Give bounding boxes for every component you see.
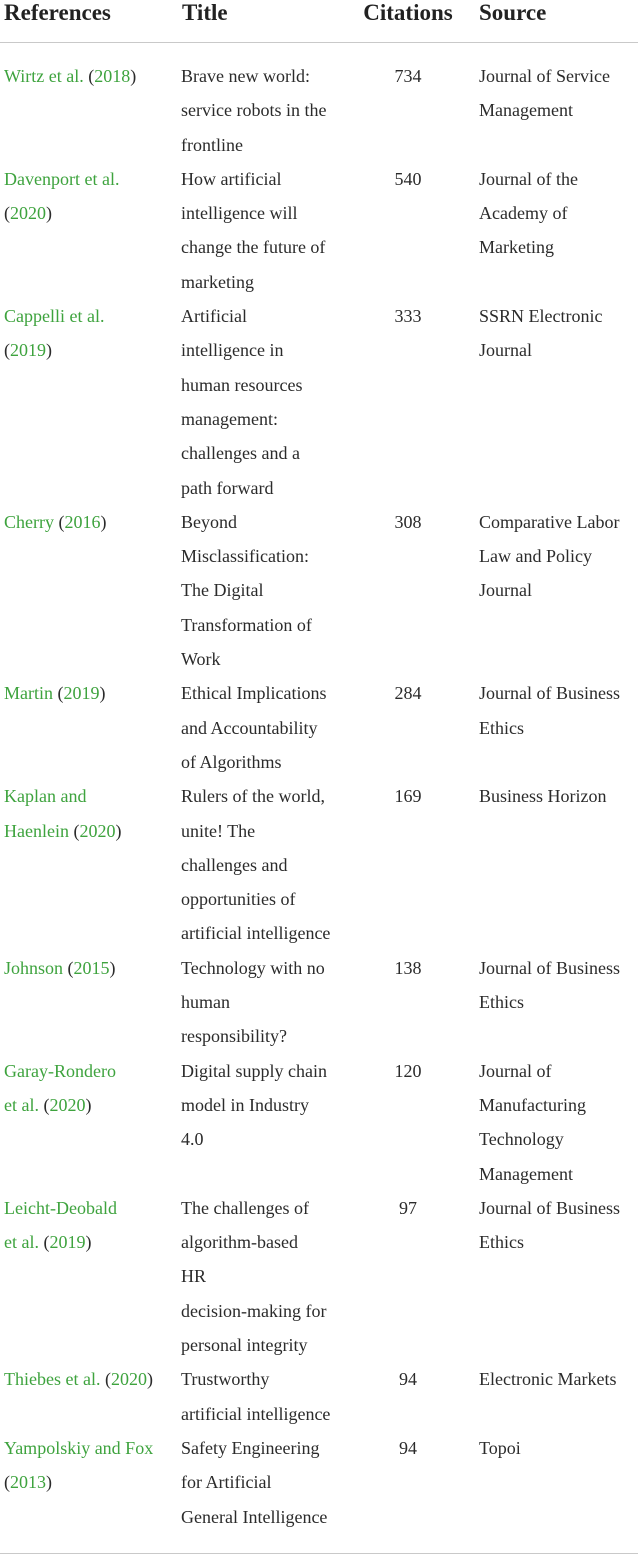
reference-cell	[4, 59, 174, 93]
reference-author-link[interactable]: Martin	[4, 683, 53, 704]
title-line: How artificial	[181, 168, 282, 189]
title-line: Trustworthy	[181, 1369, 270, 1390]
title-line: HR	[181, 1266, 207, 1287]
reference-punct: (	[63, 957, 74, 978]
source-cell	[479, 1054, 637, 1191]
reference-cell	[4, 951, 174, 985]
reference-cell	[4, 676, 174, 710]
source-cell	[479, 299, 637, 368]
reference-author-link[interactable]: Kaplan and	[4, 786, 87, 807]
citations-cell: 284	[394, 683, 422, 704]
reference-punct: (	[100, 1369, 111, 1390]
reference-author-link[interactable]: Johnson	[4, 957, 64, 978]
reference-cell	[4, 299, 174, 368]
citations-cell: 138	[394, 957, 422, 978]
title-line: challenges and	[181, 854, 288, 875]
reference-punct: (	[38, 1232, 50, 1253]
source-cell	[479, 1431, 637, 1465]
title-line: Misclassification:	[181, 546, 309, 567]
reference-year-link[interactable]: 2016	[64, 511, 101, 532]
source-line: Journal of Business	[479, 957, 620, 978]
reference-line	[4, 1088, 174, 1122]
reference-line	[4, 162, 174, 196]
reference-author-link[interactable]: Davenport et al.	[4, 168, 120, 189]
reference-punct: )	[99, 683, 106, 704]
table-row	[0, 779, 638, 951]
reference-line	[4, 333, 174, 367]
reference-punct: )	[146, 1369, 153, 1390]
header-rule	[0, 42, 638, 43]
reference-line	[4, 1225, 174, 1259]
title-line: artificial intelligence	[181, 1403, 331, 1424]
reference-punct: )	[46, 340, 52, 361]
source-cell	[479, 779, 637, 813]
title-line: Ethical Implications	[181, 683, 327, 704]
title-line: opportunities of	[181, 889, 296, 910]
source-line: Comparative Labor	[479, 511, 620, 532]
citations-cell: 333	[394, 306, 422, 327]
reference-cell	[4, 505, 174, 539]
reference-author-link[interactable]: Thiebes et al.	[4, 1369, 101, 1390]
citations-cell: 120	[394, 1060, 422, 1081]
table-row	[0, 162, 638, 299]
title-cell	[181, 1431, 346, 1534]
source-line: Business Horizon	[479, 786, 607, 807]
citations-cell: 540	[394, 168, 422, 189]
title-line: intelligence in	[181, 340, 284, 361]
reference-line	[4, 1054, 174, 1088]
title-line: of Algorithms	[181, 751, 282, 772]
bottom-rule	[0, 1553, 638, 1554]
title-line: Artificial	[181, 306, 247, 327]
reference-year-link[interactable]: 2019	[10, 340, 46, 361]
title-line: Brave new world:	[181, 66, 310, 86]
header-title: Title	[182, 0, 228, 25]
reference-punct: )	[115, 820, 122, 841]
reference-line	[4, 505, 174, 539]
title-line: algorithm-based	[181, 1232, 298, 1253]
title-line: marketing	[181, 271, 254, 292]
source-cell	[479, 1191, 637, 1260]
citations-cell: 169	[394, 786, 422, 807]
table-row	[0, 1431, 638, 1534]
title-line: Transformation of	[181, 614, 312, 635]
reference-punct: (	[53, 683, 64, 704]
citations-cell: 308	[394, 511, 422, 532]
source-line: Academy of	[479, 203, 568, 224]
reference-line	[4, 1431, 174, 1465]
table-row	[0, 1054, 638, 1191]
table-header	[0, 0, 638, 42]
reference-year-link[interactable]: 2020	[79, 820, 116, 841]
source-cell	[479, 951, 637, 1020]
source-line: Journal	[479, 580, 532, 601]
header-source: Source	[479, 0, 547, 25]
title-line: path forward	[181, 477, 274, 498]
title-line: intelligence will	[181, 203, 298, 224]
reference-year-link[interactable]: 2018	[94, 66, 131, 86]
reference-cell	[4, 1362, 174, 1396]
title-line: General Intelligence	[181, 1506, 328, 1527]
citations-cell: 97	[399, 1197, 417, 1218]
title-cell	[181, 59, 346, 162]
title-line: human resources	[181, 374, 303, 395]
source-line: Electronic Markets	[479, 1369, 617, 1390]
reference-line	[4, 1465, 174, 1499]
title-line: frontline	[181, 134, 243, 155]
reference-line	[4, 1191, 174, 1225]
title-cell	[181, 1054, 346, 1157]
reference-author-link[interactable]: Leicht-Deobald	[4, 1197, 117, 1218]
title-line: The Digital	[181, 580, 264, 601]
title-line: for Artificial	[181, 1472, 272, 1493]
reference-punct: (	[4, 1472, 10, 1493]
reference-punct: (	[68, 820, 80, 841]
source-cell	[479, 505, 637, 608]
title-line: model in Industry	[181, 1094, 309, 1115]
source-line: Manufacturing	[479, 1094, 586, 1115]
title-line: Digital supply chain	[181, 1060, 327, 1081]
source-line: Management	[479, 100, 573, 121]
reference-punct: (	[4, 203, 10, 224]
reference-author-link[interactable]: Yampolskiy and Fox	[4, 1438, 154, 1458]
table-row	[0, 676, 638, 779]
title-line: service robots in the	[181, 100, 327, 121]
reference-line	[4, 951, 174, 985]
title-line: Safety Engineering	[181, 1438, 320, 1458]
reference-author-link[interactable]: et al.	[4, 1232, 39, 1253]
reference-line	[4, 676, 174, 710]
table-row	[0, 951, 638, 1054]
source-line: Journal	[479, 340, 532, 361]
title-cell	[181, 779, 346, 950]
title-cell	[181, 162, 346, 299]
reference-year-link[interactable]: 2019	[49, 1232, 86, 1253]
table-row	[0, 1191, 638, 1363]
title-cell	[181, 676, 346, 779]
reference-punct: (	[83, 66, 95, 86]
title-cell	[181, 505, 346, 676]
source-line: Marketing	[479, 237, 554, 258]
reference-year-link[interactable]: 2019	[63, 683, 100, 704]
title-line: human	[181, 992, 230, 1013]
reference-cell	[4, 1431, 174, 1500]
title-line: management:	[181, 408, 278, 429]
title-cell	[181, 299, 346, 505]
source-line: Journal of the	[479, 168, 578, 189]
reference-punct: (	[38, 1094, 50, 1115]
reference-punct: (	[53, 511, 65, 532]
title-line: artificial intelligence	[181, 923, 331, 944]
source-line: Management	[479, 1163, 573, 1184]
source-line: Journal of Service	[479, 66, 610, 86]
title-cell	[181, 1191, 346, 1362]
reference-year-link[interactable]: 2020	[10, 203, 46, 224]
title-line: Work	[181, 649, 221, 670]
source-line: Law and Policy	[479, 546, 592, 567]
citations-cell: 734	[394, 66, 422, 86]
reference-author-link[interactable]: Cappelli et al.	[4, 306, 105, 327]
reference-author-link[interactable]: Garay-Rondero	[4, 1060, 116, 1081]
reference-author-link[interactable]: Wirtz et al.	[4, 66, 84, 86]
title-cell	[181, 951, 346, 1054]
reference-author-link[interactable]: Haenlein	[4, 820, 69, 841]
reference-punct: )	[130, 66, 137, 86]
source-line: Ethics	[479, 992, 524, 1013]
title-line: responsibility?	[181, 1026, 287, 1047]
reference-punct: )	[85, 1094, 92, 1115]
source-cell	[479, 676, 637, 745]
title-cell	[181, 1362, 346, 1431]
title-line: unite! The	[181, 820, 256, 841]
table-row	[0, 505, 638, 677]
reference-punct: )	[46, 1472, 52, 1493]
source-line: SSRN Electronic	[479, 306, 603, 327]
table-row	[0, 1362, 638, 1431]
reference-year-link[interactable]: 2020	[110, 1369, 147, 1390]
title-line: decision-making for	[181, 1300, 327, 1321]
reference-year-link[interactable]: 2013	[10, 1472, 46, 1493]
source-cell	[479, 162, 637, 265]
title-line: Rulers of the world,	[181, 786, 325, 807]
title-line: Beyond	[181, 511, 237, 532]
reference-author-link[interactable]: et al.	[4, 1094, 39, 1115]
source-line: Ethics	[479, 717, 524, 738]
title-line: Technology with no	[181, 957, 325, 978]
reference-punct: )	[109, 957, 116, 978]
reference-author-link[interactable]: Cherry	[4, 511, 54, 532]
reference-cell	[4, 779, 174, 848]
reference-line	[4, 196, 174, 230]
reference-punct: )	[46, 203, 52, 224]
reference-cell	[4, 1054, 174, 1123]
reference-line	[4, 779, 174, 813]
table-row	[0, 299, 638, 505]
source-cell	[479, 1362, 637, 1396]
title-line: personal integrity	[181, 1335, 308, 1356]
title-line: 4.0	[181, 1129, 204, 1150]
source-cell	[479, 59, 637, 128]
title-line: challenges and a	[181, 443, 300, 464]
source-line: Topoi	[479, 1438, 521, 1458]
citations-cell: 94	[399, 1369, 417, 1390]
citations-cell: 94	[399, 1438, 417, 1458]
reference-cell	[4, 1191, 174, 1260]
table-row	[0, 59, 638, 162]
title-line: and Accountability	[181, 717, 318, 738]
reference-line	[4, 1362, 174, 1396]
header-references: References	[4, 0, 111, 25]
source-line: Technology	[479, 1129, 564, 1150]
reference-line	[4, 814, 174, 848]
reference-line	[4, 59, 174, 93]
header-citations: Citations	[363, 0, 453, 25]
source-line: Journal of	[479, 1060, 552, 1081]
source-line: Journal of Business	[479, 683, 620, 704]
reference-punct: )	[100, 511, 107, 532]
reference-cell	[4, 162, 174, 231]
source-line: Journal of Business	[479, 1197, 620, 1218]
reference-punct: (	[4, 340, 10, 361]
source-line: Ethics	[479, 1232, 524, 1253]
reference-year-link[interactable]: 2020	[49, 1094, 86, 1115]
reference-year-link[interactable]: 2015	[73, 957, 110, 978]
reference-punct: )	[85, 1232, 92, 1253]
title-line: The challenges of	[181, 1197, 309, 1218]
reference-line	[4, 299, 174, 333]
title-line: change the future of	[181, 237, 326, 258]
